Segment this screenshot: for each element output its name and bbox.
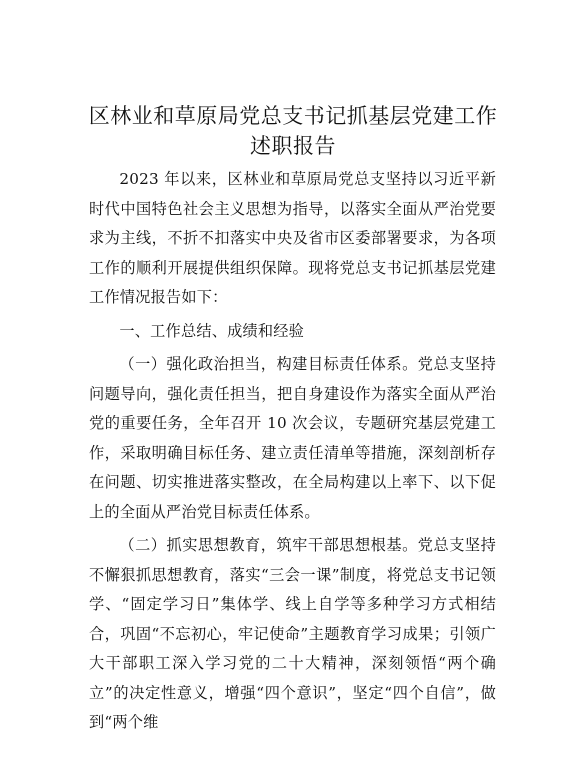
section-two-paragraph: （二）抓实思想教育，筑牢干部思想根基。党总支坚持不懈狠抓思想教育，落实“三会一课”制度，将党总支书记领学、“固定学习日”集体学、线上自学等多种学习方式相结合，巩固“不忘初心，牢记使命”主题教育学习成果；引领广大干部职工深入学习党的二十大精神，深刻领悟“两个确立”的决定性意义，增强“四个意识”，坚定“四个自信”，做到“两个维	[89, 536, 496, 731]
document-title: 区林业和草原局党总支书记抓基层党建工作述职报告	[88, 104, 498, 158]
intro-paragraph: 2023 年以来，区林业和草原局党总支坚持以习近平新时代中国特色社会主义思想为指导，以落实全面从严治党要求为主线，不折不扣落实中央及省市区委部署要求，为各项工作的顺利开展提供组织保障。现将党总支书记抓基层党建工作情况报告如下：	[89, 170, 496, 306]
document-body	[89, 165, 496, 738]
section-one-paragraph: （一）强化政治担当，构建目标责任体系。党总支坚持问题导向，强化责任担当，把自身建设作为落实全面从严治党的重要任务，全年召开 10 次会议，专题研究基层党建工作，采取明确目标任务、建立责任清单等措施，深刻剖析存在问题、切实推进落实整改，在全局构建以上率下、以下促上的全面从严治党目标责任体系。	[89, 355, 496, 521]
section-heading: 一、工作总结、成绩和经验	[119, 321, 305, 340]
